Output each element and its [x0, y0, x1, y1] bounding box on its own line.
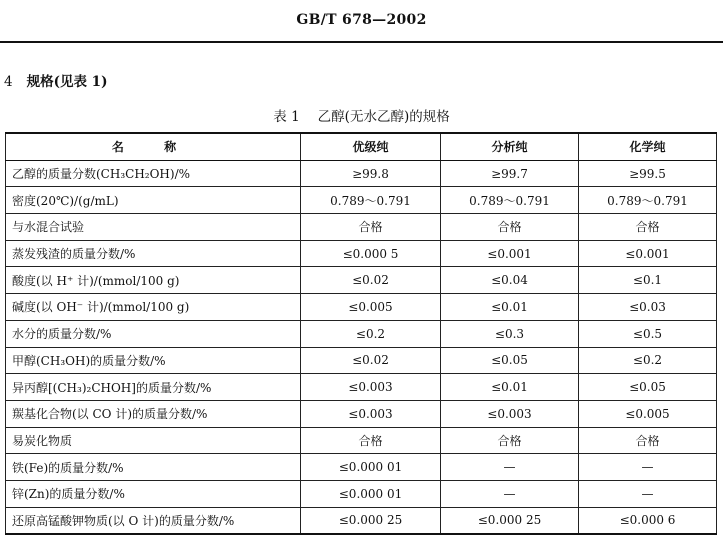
column-header-analytical-reagent: 分析纯	[441, 133, 579, 160]
row-value-cell: —	[579, 454, 717, 481]
spec-table	[5, 132, 717, 535]
table-row	[6, 214, 717, 241]
row-value-cell: ≤0.5	[579, 320, 717, 347]
row-value-cell: ≥99.8	[301, 160, 441, 187]
row-item-label: 与水混合试验	[6, 214, 301, 241]
row-item-label: 异丙醇[(CH₃)₂CHOH]的质量分数/%	[6, 374, 301, 401]
row-item-label: 蒸发残渣的质量分数/%	[6, 240, 301, 267]
row-value-cell: ≤0.003	[301, 400, 441, 427]
section-number: 4	[4, 74, 13, 90]
row-value-cell: 合格	[579, 427, 717, 454]
row-value-cell: ≥99.7	[441, 160, 579, 187]
row-value-cell: ≤0.000 25	[301, 507, 441, 534]
row-value-cell: —	[441, 454, 579, 481]
table-row	[6, 427, 717, 454]
row-value-cell: ≤0.003	[301, 374, 441, 401]
section-title: 规格(见表 1)	[26, 74, 108, 90]
row-value-cell: ≤0.005	[301, 294, 441, 321]
row-value-cell: ≤0.05	[579, 374, 717, 401]
table-row	[6, 374, 717, 401]
row-value-cell: 合格	[301, 214, 441, 241]
row-value-cell: 合格	[579, 214, 717, 241]
table-caption	[0, 105, 723, 125]
row-value-cell: 0.789～0.791	[579, 187, 717, 214]
row-value-cell: 合格	[441, 214, 579, 241]
row-value-cell: ≤0.000 01	[301, 454, 441, 481]
table-row	[6, 347, 717, 374]
row-item-label: 锌(Zn)的质量分数/%	[6, 480, 301, 507]
row-value-cell: ≤0.000 01	[301, 480, 441, 507]
row-value-cell: ≥99.5	[579, 160, 717, 187]
table-row	[6, 240, 717, 267]
table-row	[6, 267, 717, 294]
row-value-cell: 合格	[441, 427, 579, 454]
header-rule	[0, 41, 723, 43]
row-value-cell: ≤0.000 6	[579, 507, 717, 534]
standard-code: GB/T 678—2002	[296, 12, 427, 28]
row-item-label: 酸度(以 H⁺ 计)/(mmol/100 g)	[6, 267, 301, 294]
row-item-label: 甲醇(CH₃OH)的质量分数/%	[6, 347, 301, 374]
row-value-cell: 0.789～0.791	[441, 187, 579, 214]
row-item-label: 水分的质量分数/%	[6, 320, 301, 347]
row-value-cell: ≤0.005	[579, 400, 717, 427]
row-value-cell: ≤0.01	[441, 294, 579, 321]
table-row	[6, 160, 717, 187]
row-value-cell: ≤0.02	[301, 347, 441, 374]
table-caption-label: 表 1	[273, 109, 300, 125]
section-heading	[4, 70, 107, 90]
table-row	[6, 187, 717, 214]
row-value-cell: ≤0.003	[441, 400, 579, 427]
row-item-label: 密度(20℃)/(g/mL)	[6, 187, 301, 214]
row-value-cell: ≤0.000 5	[301, 240, 441, 267]
table-row	[6, 480, 717, 507]
row-value-cell: ≤0.03	[579, 294, 717, 321]
row-value-cell: ≤0.2	[579, 347, 717, 374]
row-value-cell: 合格	[301, 427, 441, 454]
table-header-row	[6, 133, 717, 160]
row-value-cell: —	[579, 480, 717, 507]
row-value-cell: ≤0.04	[441, 267, 579, 294]
row-item-label: 羰基化合物(以 CO 计)的质量分数/%	[6, 400, 301, 427]
column-header-chemically-pure: 化学纯	[579, 133, 717, 160]
row-value-cell: ≤0.3	[441, 320, 579, 347]
row-item-label: 铁(Fe)的质量分数/%	[6, 454, 301, 481]
row-value-cell: ≤0.01	[441, 374, 579, 401]
column-header-name: 名 称	[6, 133, 301, 160]
row-item-label: 还原高锰酸钾物质(以 O 计)的质量分数/%	[6, 507, 301, 534]
row-value-cell: ≤0.1	[579, 267, 717, 294]
row-value-cell: ≤0.001	[441, 240, 579, 267]
row-value-cell: ≤0.02	[301, 267, 441, 294]
table-row	[6, 454, 717, 481]
table-row	[6, 320, 717, 347]
table-row	[6, 400, 717, 427]
row-item-label: 乙醇的质量分数(CH₃CH₂OH)/%	[6, 160, 301, 187]
row-value-cell: ≤0.2	[301, 320, 441, 347]
row-value-cell: ≤0.000 25	[441, 507, 579, 534]
row-value-cell: 0.789～0.791	[301, 187, 441, 214]
row-value-cell: ≤0.05	[441, 347, 579, 374]
table-caption-title: 乙醇(无水乙醇)的规格	[317, 109, 450, 125]
column-header-guaranteed-reagent: 优级纯	[301, 133, 441, 160]
table-row	[6, 507, 717, 534]
table-row	[6, 294, 717, 321]
row-item-label: 易炭化物质	[6, 427, 301, 454]
row-item-label: 碱度(以 OH⁻ 计)/(mmol/100 g)	[6, 294, 301, 321]
row-value-cell: ≤0.001	[579, 240, 717, 267]
row-value-cell: —	[441, 480, 579, 507]
